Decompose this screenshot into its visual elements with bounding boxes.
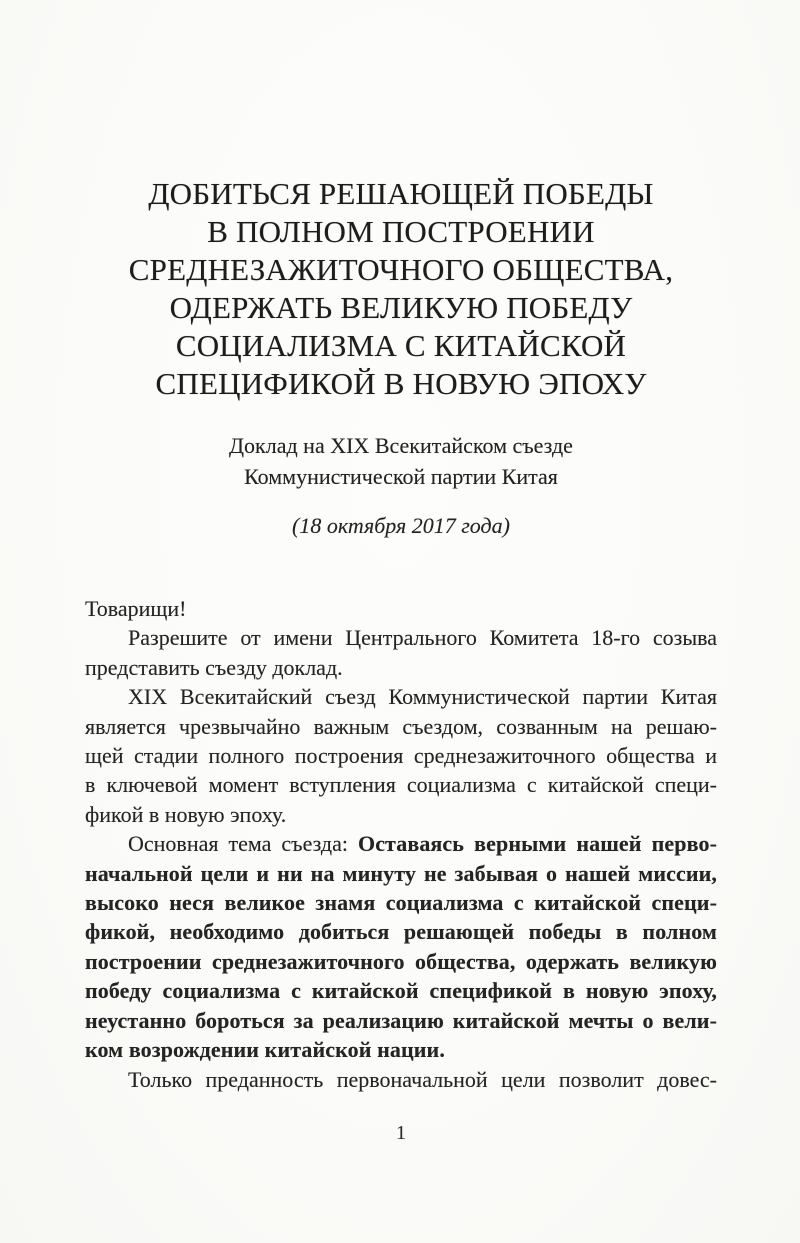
body-line: высоко неся великое знамя социализма с китайской специ- [85,890,717,916]
page-number-value: 1 [396,1122,406,1144]
body-line: щей стадии полного построения среднезажиточного общества и [85,743,717,769]
body-paragraph [85,594,717,623]
theme-statement-bold: Оставаясь верными нашей перво- [357,831,717,857]
title-line: ОДЕРЖАТЬ ВЕЛИКУЮ ПОБЕДУ [169,290,633,325]
body-line: ком возрождении китайской нации. [85,1037,445,1063]
body-paragraph [85,623,717,682]
date-line: (18 октября 2017 года) [292,513,510,538]
title-line: СОЦИАЛИЗМА С КИТАЙСКОЙ [175,328,627,363]
body-line: Только преданность первоначальной цели позволит довес- [128,1066,717,1092]
body-line: фикой, необходимо добиться решающей победы в полном [85,919,717,945]
body-line: начальной цели и ни на минуту не забывая о нашей миссии, [85,860,717,886]
title-line: СПЕЦИФИКОЙ В НОВУЮ ЭПОХУ [155,366,647,401]
body-line: Товарищи! [85,596,187,621]
body-paragraph [85,829,717,1064]
body-line: в ключевой момент вступления социализма с китайской специ- [85,772,717,798]
title-line: ДОБИТЬСЯ РЕШАЮЩЕЙ ПОБЕДЫ [148,176,654,211]
body-line: неустанно бороться за реализацию китайской мечты о вели- [85,1007,717,1033]
body-paragraph [85,682,717,829]
body-line: является чрезвычайно важным съездом, созванным на решаю- [85,713,717,739]
body-paragraph [85,1065,717,1094]
body-line: построении среднезажиточного общества, одержать великую [85,948,717,974]
document-date [85,511,717,541]
title-line: В ПОЛНОМ ПОСТРОЕНИИ [207,214,595,249]
body-line: фикой в новую эпоху. [85,801,287,827]
subtitle-line: Коммунистической партии Китая [244,464,558,489]
body-line: XIX Всекитайский съезд Коммунистической партии Китая [128,684,717,710]
title-line: СРЕДНЕЗАЖИТОЧНОГО ОБЩЕСТВА, [128,252,674,287]
body-line [85,829,717,858]
body-line: победу социализма с китайской спецификой в новую эпоху, [85,978,717,1004]
subtitle-line: Доклад на XIX Всекитайском съезде [229,433,573,458]
theme-statement-prefix: Основная тема съезда: [128,831,358,857]
document-title [85,175,717,403]
body-line: представить съезду доклад. [85,654,343,680]
body-line: Разрешите от имени Центрального Комитета 18-го созыва [128,625,717,651]
page-number [85,1120,717,1146]
body-text [85,594,717,1094]
document-subtitle [85,430,717,492]
